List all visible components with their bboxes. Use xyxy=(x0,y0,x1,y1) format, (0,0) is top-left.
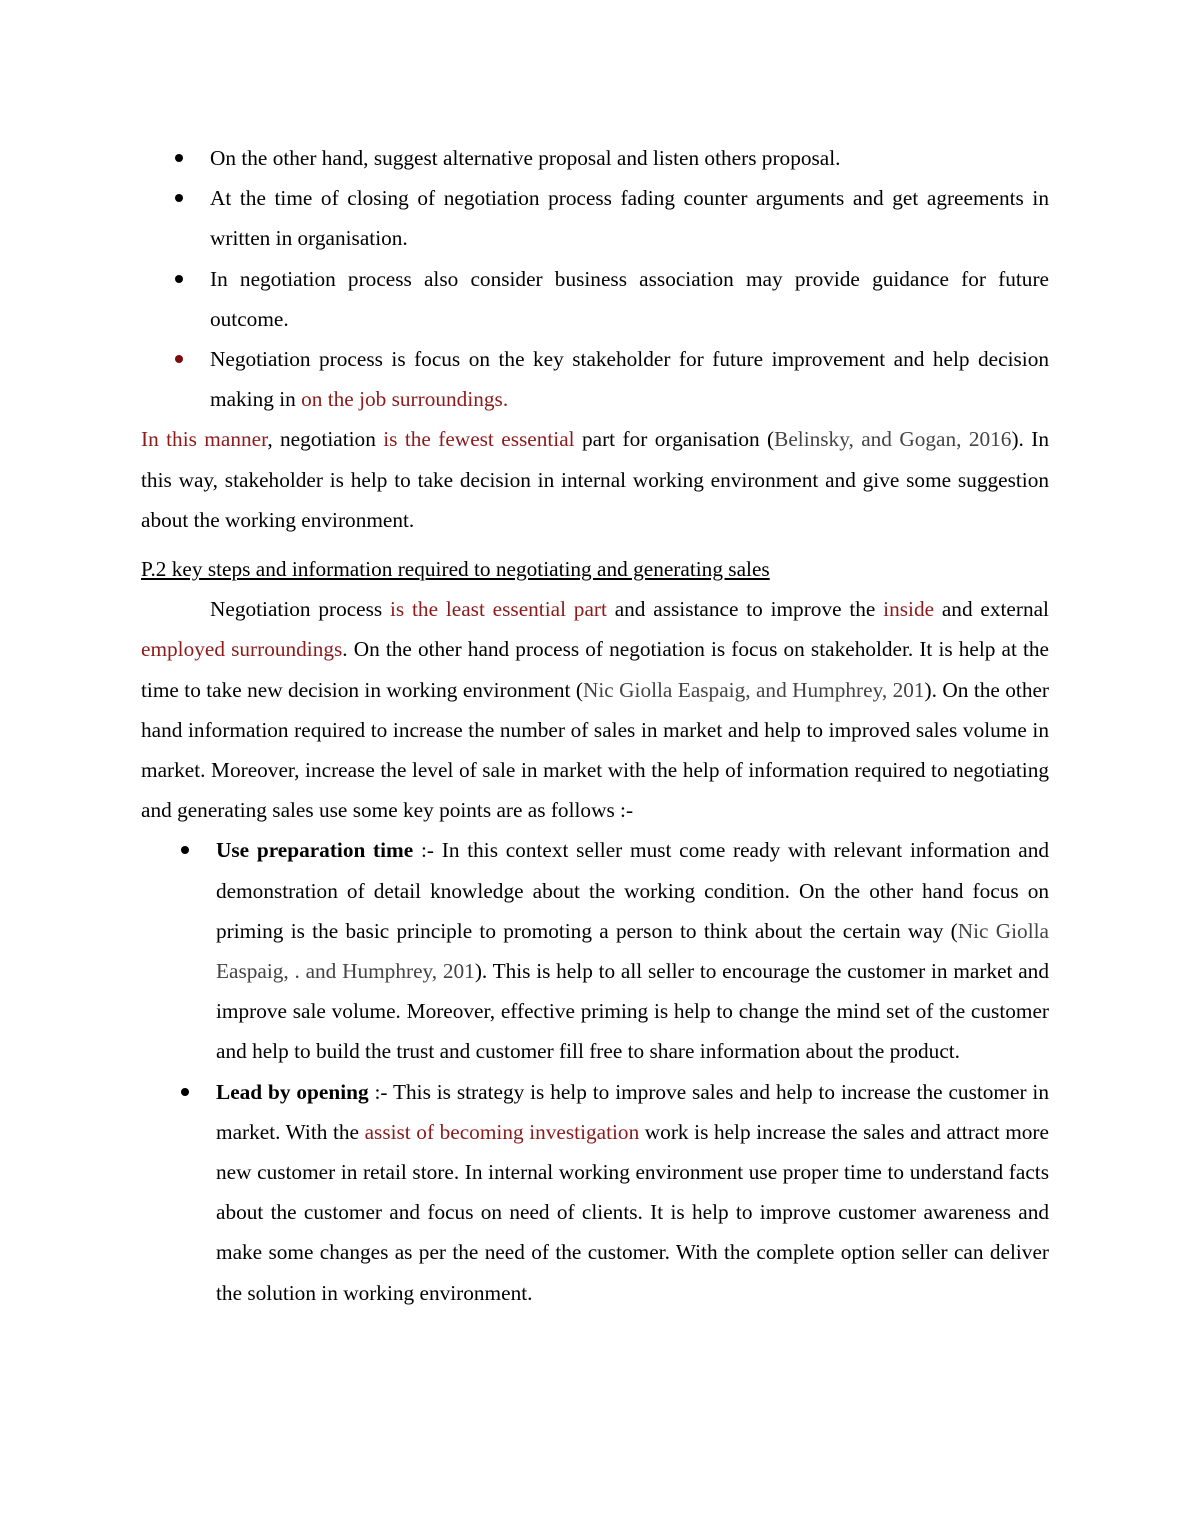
highlight-text: assist of becoming investigation xyxy=(364,1119,640,1144)
list-item xyxy=(141,259,1049,339)
bullet-text: On the other hand, suggest alternative proposal and listen others proposal. xyxy=(210,146,841,170)
list-item xyxy=(141,178,1049,258)
bullet-icon xyxy=(181,1088,189,1096)
body-text: part for organisation ( xyxy=(574,427,775,452)
citation: Belinsky, and Gogan, 2016 xyxy=(774,427,1012,452)
body-text: ). In this way, stakeholder is help to take decision in internal working environment and give some suggestion about the working environment. xyxy=(141,427,1049,532)
bullet-list-top xyxy=(141,138,1049,419)
citation: Nic Giolla Easpaig, . and Humphrey, 201 xyxy=(216,918,1049,984)
paragraph-intro xyxy=(141,589,1049,830)
bullet-icon xyxy=(175,154,183,162)
bullet-icon xyxy=(175,194,183,202)
body-text: :- This is strategy is help to improve sales and help to increase the customer in market. With the xyxy=(216,1079,1049,1144)
body-text: work is help increase the sales and attract more new customer in retail store. In internal working environment use proper time to understand facts about the customer and focus on need of clients. It is help to improve customer awareness and make some changes as per the need of the customer. With the complete option seller can deliver the solution in working environment. xyxy=(216,1119,1049,1305)
highlight-text: employed surroundings xyxy=(141,637,343,662)
body-text: :- In this context seller must come ready with relevant information and demonstration of detail knowledge about the working condition. On the other hand focus on priming is the basic principle to promoting a person to think about the certain way ( xyxy=(216,838,1049,943)
bullet-text-highlight: on the job surroundings. xyxy=(301,387,509,412)
body-text: Negotiation process xyxy=(210,597,391,622)
citation: Nic Giolla Easpaig, and Humphrey, 201 xyxy=(582,677,925,702)
bullet-text: In negotiation process also consider business association may provide guidance for future outcome. xyxy=(210,266,1049,331)
body-text: and external xyxy=(934,597,1049,622)
list-item xyxy=(141,1072,1049,1313)
body-text: and assistance to improve the xyxy=(606,597,884,622)
key-point-title: Lead by opening xyxy=(216,1079,369,1104)
list-item xyxy=(141,138,1049,178)
list-item xyxy=(141,830,1049,1071)
bullet-text: Negotiation process is focus on the key stakeholder for future improvement and help decision making in xyxy=(210,347,1049,412)
key-points-list xyxy=(141,830,1049,1312)
body-text: , negotiation xyxy=(267,427,384,452)
highlight-text: is the fewest essential xyxy=(383,427,575,452)
paragraph-summary xyxy=(141,419,1049,540)
body-text: ). On the other hand information required to increase the number of sales in market and help to improved sales volume in market. Moreover, increase the level of sale in market with the help of information required to negotiating and generating sales use some key points are as follows :- xyxy=(141,677,1050,823)
highlight-text: inside xyxy=(883,597,935,622)
key-point-title: Use preparation time xyxy=(216,838,414,863)
bullet-icon xyxy=(181,846,189,854)
highlight-text: In this manner xyxy=(141,427,268,452)
body-text: . On the other hand process of negotiation is focus on stakeholder. It is help at the time to take new decision in working environment ( xyxy=(141,637,1049,702)
body-text: ). This is help to all seller to encourage the customer in market and improve sale volume. Moreover, effective priming is help to change the mind set of the customer and help to build the trust and customer fill free to share information about the product. xyxy=(216,959,1049,1064)
bullet-icon xyxy=(175,275,183,283)
highlight-text: is the least essential part xyxy=(390,597,607,622)
bullet-text: At the time of closing of negotiation process fading counter arguments and get agreements in written in organisation. xyxy=(210,186,1049,251)
section-heading: P.2 key steps and information required to negotiating and generating sales xyxy=(141,557,770,582)
bullet-icon xyxy=(175,355,183,363)
list-item xyxy=(141,339,1049,419)
